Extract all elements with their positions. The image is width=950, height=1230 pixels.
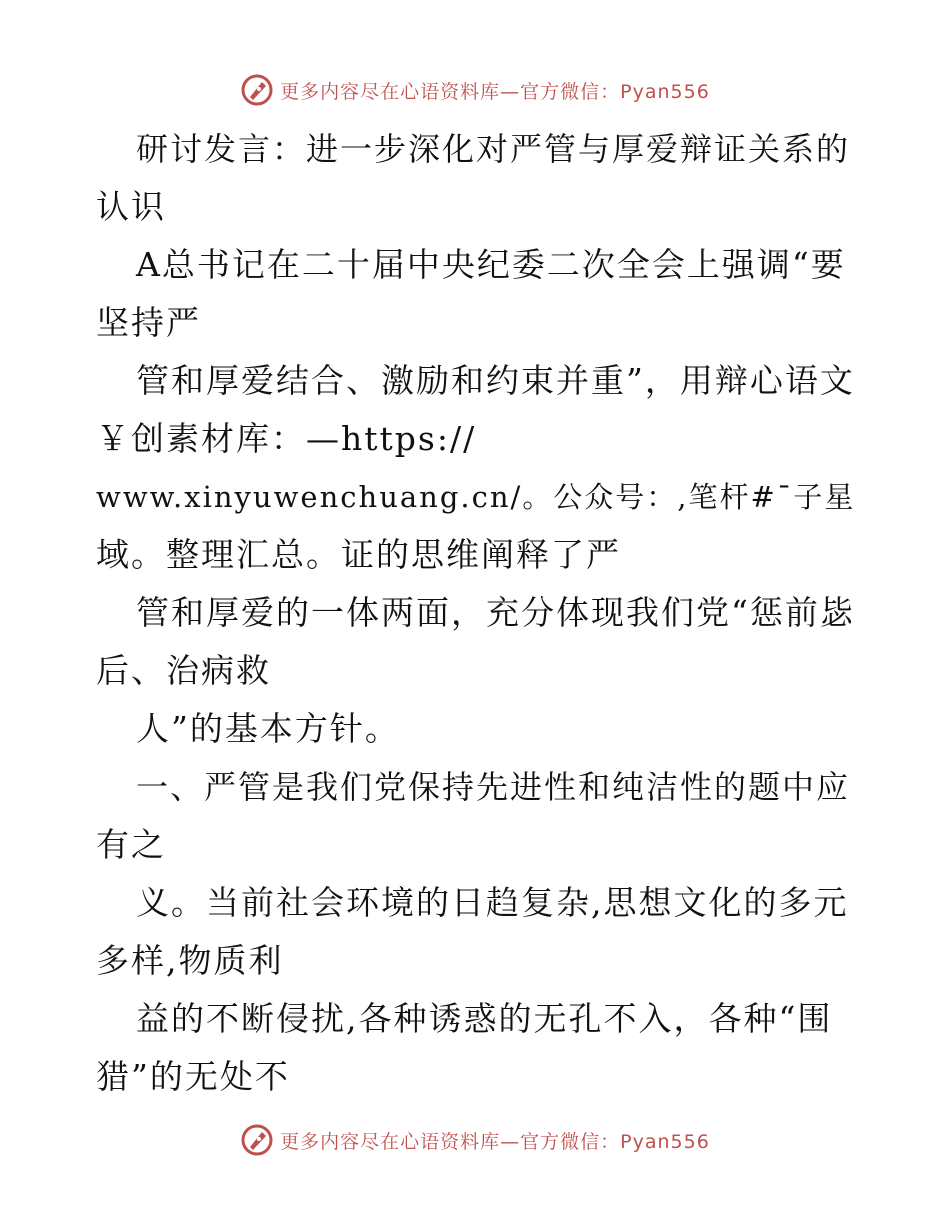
pen-nib-logo-icon <box>240 1123 274 1157</box>
text-line: 后、治病救 <box>96 651 271 690</box>
footer-banner-text: 更多内容尽在心语资料库—官方微信：Pyan556 <box>280 1130 710 1153</box>
text-line: 认识 <box>96 187 166 226</box>
text-line: 研讨发言：进一步深化对严管与厚爱辩证关系的 <box>136 130 851 168</box>
text-line: 域。整理汇总。证的思维阐释了严 <box>96 535 621 574</box>
text-line: 管和厚爱结合、激励和约束并重”，用辩心语文 <box>136 361 855 400</box>
header-banner <box>0 70 950 110</box>
footer-banner <box>0 1120 950 1160</box>
text-line: 坚持严 <box>96 303 201 342</box>
text-line: ￥创素材库：—https:// <box>96 419 477 458</box>
text-line: 义。当前社会环境的日趋复杂,思想文化的多元 <box>136 883 849 922</box>
pen-nib-logo-icon <box>240 73 274 107</box>
text-line: 猎”的无处不 <box>96 1057 290 1096</box>
text-line: 益的不断侵扰,各种诱惑的无孔不入，各种“围 <box>136 999 833 1038</box>
document-body <box>96 120 866 1106</box>
text-line: 一、严管是我们党保持先进性和纯洁性的题中应 <box>136 768 851 806</box>
text-line: 人”的基本方针。 <box>136 709 400 748</box>
text-line: 多样,物质利 <box>96 941 284 980</box>
header-banner-text: 更多内容尽在心语资料库—官方微信：Pyan556 <box>280 80 710 103</box>
text-line: 管和厚爱的一体两面，充分体现我们党“惩前毖 <box>136 593 855 632</box>
text-line: www.xinyuwenchuang.cn/。公众号：,笔杆#¯子星 <box>96 480 856 514</box>
text-line: 有之 <box>96 825 166 864</box>
text-line: A总书记在二十届中央纪委二次全会上强调“要 <box>136 245 846 284</box>
